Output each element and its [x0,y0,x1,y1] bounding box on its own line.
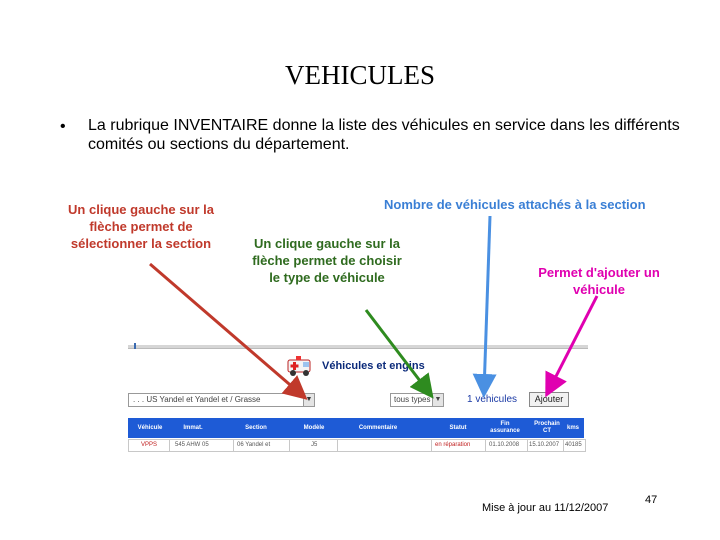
column-header: Commentaire [358,425,398,431]
slide-title: VEHICULES [285,60,435,90]
chevron-down-icon[interactable]: ▼ [432,394,443,406]
column-header: Modèle [303,425,325,431]
table-cell: VPPS [141,442,158,448]
vehicle-count: 1 véhicules [467,394,518,405]
pink-arrow [548,296,597,392]
table-cell: 01.10.2008 [489,442,520,448]
add-vehicle-button[interactable]: Ajouter [529,392,569,407]
green-arrow [366,310,430,394]
column-header: Véhicule [137,425,163,431]
callout-section-select: Un clique gauche sur la flèche permet de sélectionner la section [68,202,214,251]
bullet-marker: • [60,118,66,135]
table-cell: 40185 [565,442,582,448]
column-header: Fin assurance [490,421,520,434]
column-header: Prochain CT [534,421,560,434]
app-title: Véhicules et engins [322,360,425,372]
callout-vehicle-count: Nombre de véhicules attachés à la section [384,197,646,212]
column-header: Statut [449,425,467,431]
table-cell: en réparation [435,442,471,448]
table-cell: J5 [311,442,318,448]
section-select-value: . . . US Yandel et Yandel et / Grasse [133,395,261,404]
column-header: Immat. [183,425,203,431]
table-cell: 545 AHW 05 [175,442,209,448]
red-arrow [150,264,303,396]
table-cell: 06 Yandel et [237,442,271,448]
vehicle-type-value: tous types [394,395,431,404]
callout-vehicle-type: Un clique gauche sur la flèche permet de choisir le type de véhicule [252,236,402,285]
column-header: kms [566,425,579,431]
table-cell: 15.10.2007 [529,442,560,448]
callout-add-vehicle: Permet d'ajouter un véhicule [538,265,660,297]
page-number: 47 [645,494,658,506]
chevron-down-icon[interactable]: ▼ [303,394,314,406]
footer-date: Mise à jour au 11/12/2007 [482,502,609,514]
blue-arrow [484,216,490,392]
slide-body-text: La rubrique INVENTAIRE donne la liste des véhicules en service dans les différents comités ou sections du département. [88,117,680,153]
column-header: Section [245,425,267,431]
